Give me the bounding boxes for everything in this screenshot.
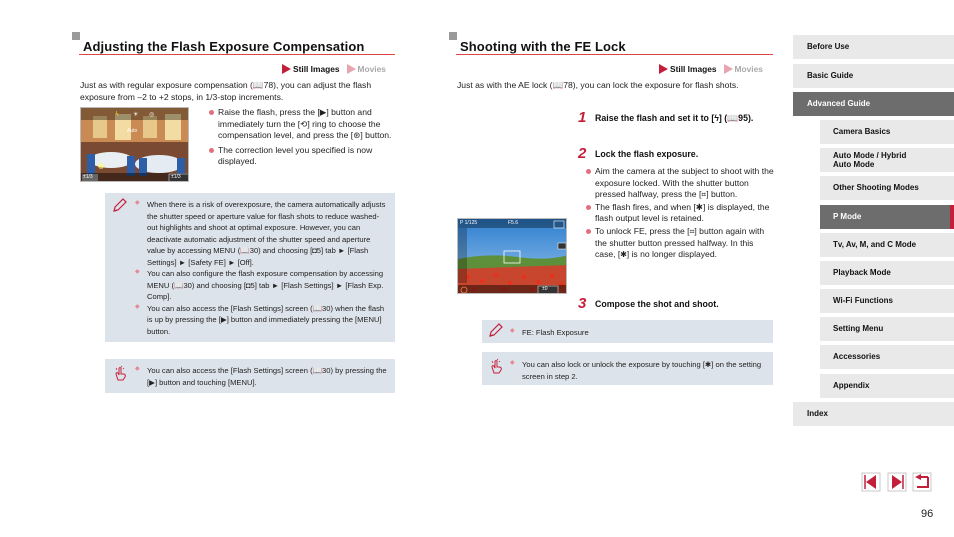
nav-accessories[interactable] — [820, 345, 954, 369]
step-number: 2 — [578, 145, 587, 162]
tip-list — [510, 359, 765, 382]
pencil-icon — [111, 197, 129, 215]
tip-item: ◆ You can also access the [Flash Settings] screen (📖30) by pressing the [▶] button and touching [MENU]. — [135, 365, 387, 388]
nav-label: Appendix — [833, 380, 870, 390]
photo-top-mid-label: F5.6 — [508, 220, 519, 226]
nav-setting-menu[interactable] — [820, 317, 954, 341]
photo-bottom-label: ±0 — [542, 286, 548, 292]
right-mode-tags — [659, 64, 763, 75]
note-item: ◆ You can also configure the flash exposure compensation by accessing MENU (📖30) and choosing [◘5] tab ► [Flash Settings] ► [Flash Exp. Comp]. — [135, 268, 387, 303]
nav-label: Other Shooting Modes — [833, 182, 919, 192]
nav-label: Advanced Guide — [807, 98, 871, 108]
nav-label: P Mode — [833, 211, 862, 221]
step2-bullets — [586, 166, 776, 262]
still-images-icon — [282, 64, 291, 74]
list-item: The correction level you specified is now displayed. — [209, 145, 395, 168]
svg-text:◎: ◎ — [149, 111, 155, 118]
note-item: ◆ When there is a risk of overexposure, the camera automatically adjusts the shutter speed or aperture value for flash shots to reduce washed-out highlights and shoot at optimal exposure. However, you can deactivate automatic adjustment of the shutter speed and aperture value by accessing MENU (📖30) and choosing [◘5] tab ► [Flash Settings] ► [Safety FE] ► [Off]. — [135, 199, 387, 268]
left-tip-box — [105, 359, 395, 393]
step-text: Lock the flash exposure. — [595, 149, 699, 159]
current-section-indicator — [950, 205, 954, 229]
nav-playback-mode[interactable] — [820, 261, 954, 285]
right-tip-box — [482, 352, 773, 385]
movies-label: Movies — [734, 64, 763, 74]
note-item: ◆ You can also access the [Flash Settings] screen (📖30) when the flash is up by pressing the [▶] button and immediately pressing the [MENU] button. — [135, 303, 387, 338]
left-mode-tags — [282, 64, 386, 75]
nav-label: Camera Basics — [833, 126, 891, 136]
nav-label: Index — [807, 408, 828, 418]
right-section-title — [460, 38, 626, 56]
left-title-text: Adjusting the Flash Exposure Compensation — [83, 39, 365, 54]
list-item: The flash fires, and when [✱] is displayed, the flash output level is retained. — [586, 202, 776, 225]
restaurant-scene — [81, 108, 189, 182]
step-number: 3 — [578, 295, 587, 312]
nav-label: Basic Guide — [807, 70, 854, 80]
fe-lock-screen-image — [457, 218, 567, 294]
photo-corner-right-label: ±1/3 — [171, 174, 181, 180]
nav-index[interactable] — [793, 402, 954, 426]
right-intro: Just as with the AE lock (📖78), you can lock the exposure for flash shots. — [457, 80, 739, 90]
left-bullets — [209, 107, 395, 169]
note-list — [135, 199, 387, 337]
nav-label: Accessories — [833, 351, 881, 361]
movies-icon — [347, 64, 356, 74]
right-note-box — [482, 320, 773, 343]
right-title-rule — [456, 54, 773, 55]
nav-before-use[interactable] — [793, 35, 954, 59]
return-icon[interactable] — [912, 472, 932, 492]
nav-auto-mode[interactable] — [820, 148, 954, 172]
step-number: 1 — [578, 109, 587, 126]
list-item: To unlock FE, press the [⌗] button again with the shutter button pressed halfway. In this case, [✱] is no longer displayed. — [586, 226, 776, 261]
touch-icon — [111, 365, 129, 383]
nav-tv-av-m-c-mode[interactable] — [820, 233, 954, 257]
still-images-label: Still Images — [670, 64, 717, 74]
next-page-icon[interactable] — [887, 472, 907, 492]
photo-top-left-label: P 1/125 — [460, 220, 478, 226]
step-text: Raise the flash and set it to [ϟ] (📖95). — [595, 113, 754, 123]
svg-text:☀: ☀ — [133, 111, 139, 118]
movies-label: Movies — [357, 64, 386, 74]
list-item: Raise the flash, press the [▶] button and immediately turn the [⟲] ring to choose the compensation level, and press the [⊛] button. — [209, 107, 395, 142]
still-images-icon — [659, 64, 668, 74]
section-marker — [449, 32, 457, 40]
nav-label: Tv, Av, M, and C Mode — [833, 239, 917, 249]
still-images-label: Still Images — [293, 64, 340, 74]
field-scene — [458, 219, 567, 294]
svg-text:ϟ: ϟ — [115, 111, 119, 118]
nav-basic-guide[interactable] — [793, 64, 954, 88]
nav-other-shooting-modes[interactable] — [820, 176, 954, 200]
nav-appendix[interactable] — [820, 374, 954, 398]
movies-icon — [724, 64, 733, 74]
left-section-title — [83, 38, 364, 56]
tip-list — [135, 365, 387, 388]
nav-label: Before Use — [807, 41, 850, 51]
nav-advanced-guide[interactable] — [793, 92, 954, 116]
nav-camera-basics[interactable] — [820, 120, 954, 144]
right-title-text: Shooting with the FE Lock — [460, 39, 626, 54]
nav-label: Playback Mode — [833, 267, 891, 277]
note-list — [510, 327, 765, 339]
left-intro: Just as with regular exposure compensation (📖78), you can adjust the flash exposure from –2 to +2 stops, in 1/3-stop increments. — [80, 80, 372, 102]
photo-auto-label: Auto — [127, 128, 138, 134]
nav-p-mode[interactable] — [820, 205, 954, 229]
note-item: ◆ FE: Flash Exposure — [510, 327, 765, 339]
photo-corner-left-label: ±1/3 — [83, 174, 93, 180]
pencil-icon — [487, 322, 505, 340]
nav-label: Auto Mode / Hybrid Auto Mode — [833, 150, 907, 169]
left-note-box — [105, 193, 395, 342]
touch-icon — [487, 358, 505, 376]
previous-page-icon[interactable] — [861, 472, 881, 492]
section-marker — [72, 32, 80, 40]
tip-item: ◆ You can also lock or unlock the exposure by touching [✱] on the setting screen in step 2. — [510, 359, 765, 382]
nav-label: Setting Menu — [833, 323, 884, 333]
nav-label: Wi-Fi Functions — [833, 295, 893, 305]
flash-comp-screen-image — [80, 107, 189, 182]
step-text: Compose the shot and shoot. — [595, 299, 719, 309]
page-number: 96 — [921, 508, 934, 520]
nav-wifi-functions[interactable] — [820, 289, 954, 313]
left-title-rule — [79, 54, 395, 55]
list-item: Aim the camera at the subject to shoot with the exposure locked. With the shutter button pressed halfway, press the [⌗] button. — [586, 166, 776, 201]
